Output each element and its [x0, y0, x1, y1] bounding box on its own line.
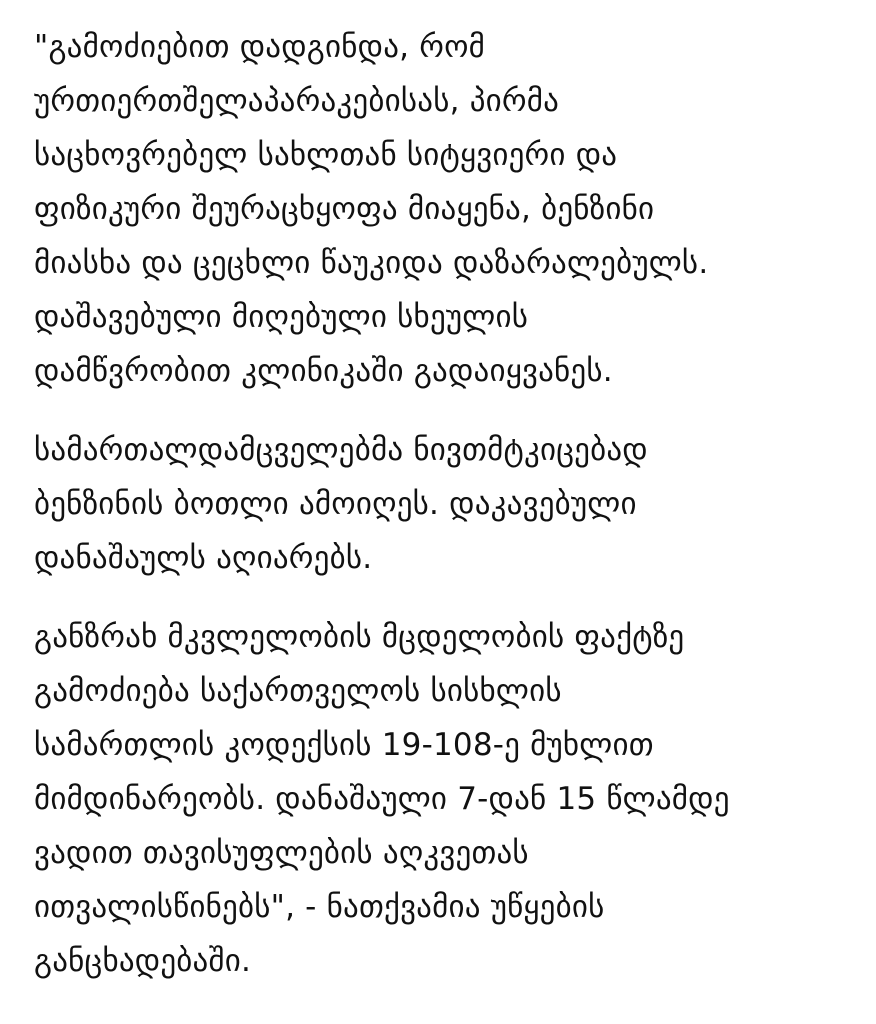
- text-line: ურთიერთშელაპარაკებისას, პირმა: [34, 83, 560, 119]
- text-line: ბენზინის ბოთლი ამოიღეს. დაკავებული: [34, 486, 637, 522]
- paragraph-investigation: [34, 20, 854, 398]
- paragraph-criminal-code: [34, 610, 854, 988]
- text-line: დანაშაულს აღიარებს.: [34, 540, 373, 576]
- article-text: [34, 20, 854, 1013]
- text-line: განზრახ მკვლელობის მცდელობის ფაქტზე: [34, 619, 685, 655]
- text-line: მიასხა და ცეცხლი წაუკიდა დაზარალებულს.: [34, 245, 709, 281]
- text-line: განცხადებაში.: [34, 943, 252, 979]
- text-line: ფიზიკური შეურაცხყოფა მიაყენა, ბენზინი: [34, 191, 655, 227]
- text-line: საცხოვრებელ სახლთან სიტყვიერი და: [34, 137, 618, 173]
- text-line: მიმდინარეობს. დანაშაული 7-დან 15 წლამდე: [34, 781, 730, 817]
- text-line: ვადით თავისუფლების აღკვეთას: [34, 835, 529, 871]
- paragraph-evidence: [34, 423, 854, 585]
- text-line: დამწვრობით კლინიკაში გადაიყვანეს.: [34, 353, 613, 389]
- text-line: დაშავებული მიღებული სხეულის: [34, 299, 529, 335]
- text-line: გამოძიება საქართველოს სისხლის: [34, 673, 562, 709]
- text-line: სამართლის კოდექსის 19-108-ე მუხლით: [34, 727, 654, 763]
- text-line: სამართალდამცველებმა ნივთმტკიცებად: [34, 432, 648, 468]
- text-line: "გამოძიებით დადგინდა, რომ: [34, 29, 486, 65]
- text-line: ითვალისწინებს", - ნათქვამია უწყების: [34, 889, 605, 925]
